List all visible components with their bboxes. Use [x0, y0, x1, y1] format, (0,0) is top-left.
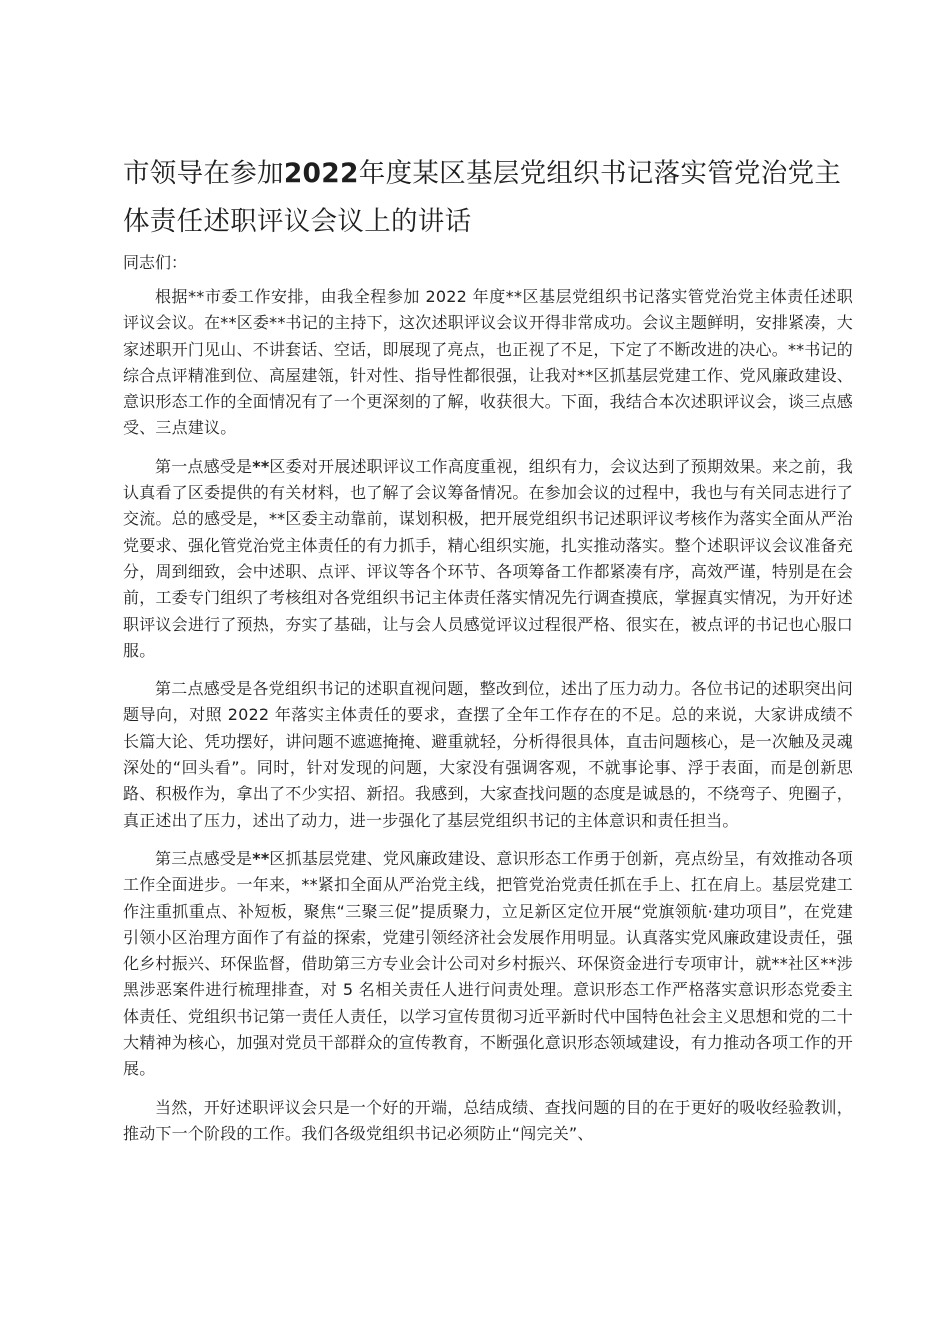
paragraph-lead-bold: **	[252, 848, 270, 868]
paragraph-text: 区委对开展述职评议工作高度重视，组织有力，会议达到了预期效果。来之前，我认真看了区委提供的有关材料，也了解了会议筹备情况。在参加会议的过程中，我也与有关同志进行了交流。总的感受是，**区委主动靠前，谋划积极，把开展党组织书记述职评议考核作为落实全面从严治党要求、强化管党治党主体责任的有力抓手，精心组织实施，扎实推动落实。整个述职评议会议准备充分，周到细致，会中述职、点评、评议等各个环节、各项筹备工作都紧凑有序，高效严谨，特别是在会前，工委专门组织了考核组对各党组织书记主体责任落实情况先行调查摸底，掌握真实情况，为开好述职评议会进行了预热，夯实了基础，让与会人员感觉评议过程很严格、很实在，被点评的书记也心服口服。	[123, 456, 853, 660]
paragraph-lead: 第三点感受是	[155, 848, 253, 868]
paragraph-lead-bold: **	[252, 456, 270, 476]
paragraph-third-impression	[123, 846, 853, 1083]
paragraph-second-impression	[123, 676, 853, 834]
paragraph-text: 区抓基层党建、党风廉政建设、意识形态工作勇于创新，亮点纷呈，有效推动各项工作全面进步。一年来，**紧扣全面从严治党主线，把管党治党责任抓在手上、扛在肩上。基层党建工作注重抓重点、补短板，聚焦“三聚三促”提质聚力，立足新区定位开展“党旗领航·建功项目”，在党建引领小区治理方面作了有益的探索，党建引领经济社会发展作用明显。认真落实党风廉政建设责任，强化乡村振兴、环保监督，借助第三方专业会计公司对乡村振兴、环保资金进行专项审计，就**社区**涉黑涉恶案件进行梳理排查，对 5 名相关责任人进行问责处理。意识形态工作严格落实意识形态党委主体责任、党组织书记第一责任人责任，以学习宣传贯彻习近平新时代中国特色社会主义思想和党的二十大精神为核心，加强对党员干部群众的宣传教育，不断强化意识形态领域建设，有力推动各项工作的开展。	[123, 848, 853, 1079]
paragraph-conclusion	[123, 1095, 853, 1148]
salutation: 同志们：	[123, 253, 188, 272]
document-body	[123, 150, 853, 1159]
paragraph-text: 根据**市委工作安排，由我全程参加 2022 年度**区基层党组织书记落实管党治党主体责任述职评议会议。在**区委**书记的主持下，这次述职评议会议开得非常成功。会议主题鲜明，安排紧凑，大家述职开门见山、不讲套话、空话，即展现了亮点，也正视了不足，下定了不断改进的决心。**书记的综合点评精准到位、高屋建瓴，针对性、指导性都很强，让我对**区抓基层党建工作、党风廉政建设、意识形态工作的全面情况有了一个更深刻的了解，收获很大。下面，我结合本次述职评议会，谈三点感受、三点建议。	[123, 287, 853, 438]
title-year: 2022	[283, 158, 359, 189]
paragraph-text: 第二点感受是各党组织书记的述职直视问题，整改到位，述出了压力动力。各位书记的述职突出问题导向，对照 2022 年落实主体责任的要求，查摆了全年工作存在的不足。总的来说，大家讲成绩不长篇大论、凭功摆好，讲问题不遮遮掩掩、避重就轻，分析得很具体，直击问题核心，是一次触及灵魂深处的“回头看”。同时，针对发现的问题，大家没有强调客观，不就事论事、浮于表面，而是创新思路、积极作为，拿出了不少实招、新招。我感到，大家查找问题的态度是诚恳的，不绕弯子、兜圈子，真正述出了压力，述出了动力，进一步强化了基层党组织书记的主体意识和责任担当。	[123, 679, 853, 830]
title-part-1: 市领导在参加	[123, 158, 284, 189]
document-title	[123, 150, 853, 246]
title-part-2: 年度某区基层党组织书记落实管党治党主体责任述职评议会议上的讲话	[123, 158, 842, 237]
paragraph-first-impression	[123, 454, 853, 664]
paragraph-lead: 第一点感受是	[155, 456, 253, 476]
paragraph-text: 当然，开好述职评议会只是一个好的开端，总结成绩、查找问题的目的在于更好的吸收经验教训，推动下一个阶段的工作。我们各级党组织书记必须防止“闯完关”、	[123, 1097, 853, 1143]
paragraph-intro	[123, 284, 853, 442]
